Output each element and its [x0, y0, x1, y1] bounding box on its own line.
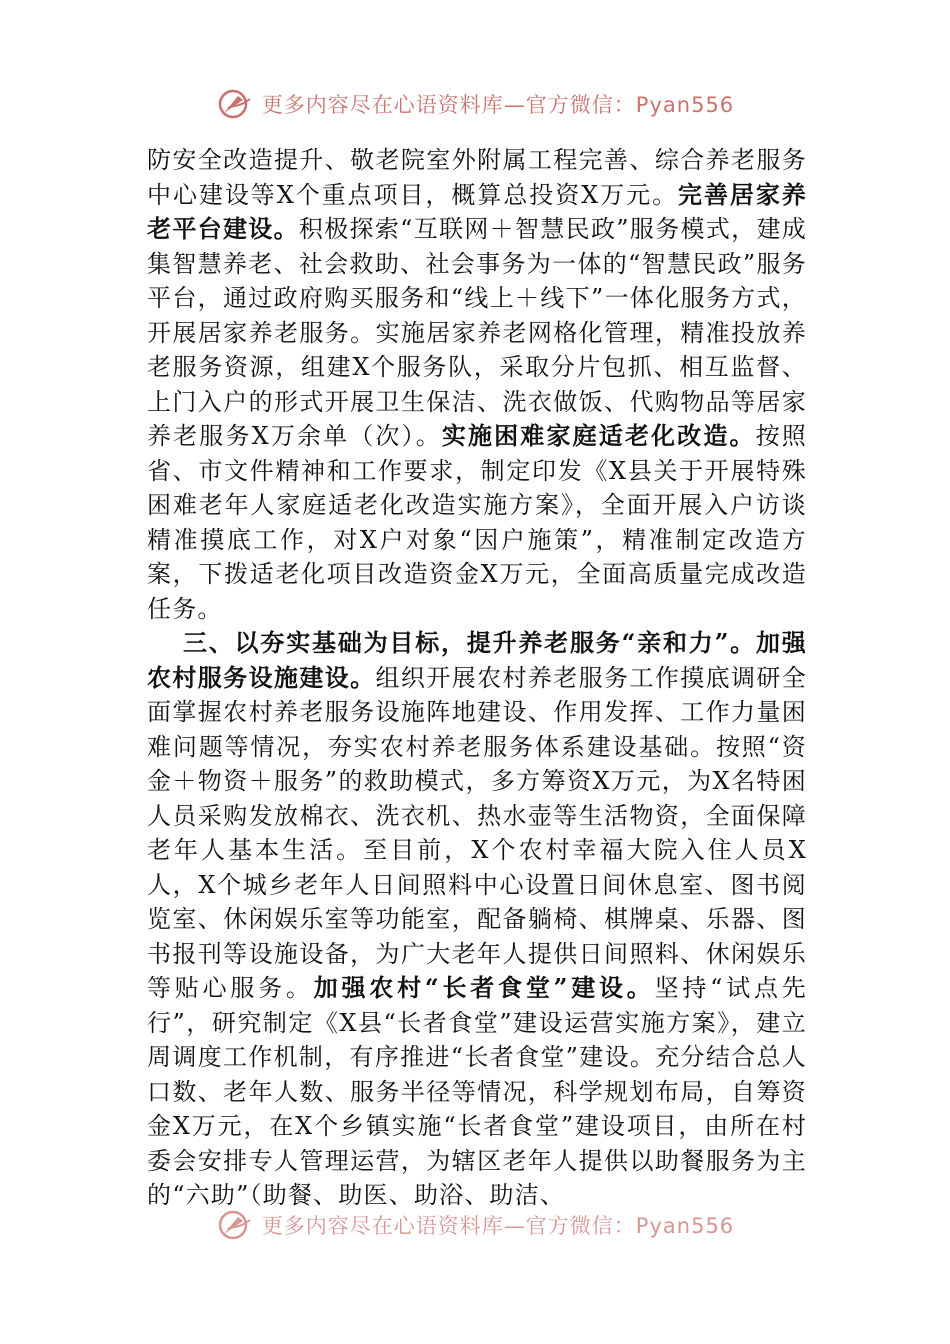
watermark-footer-text: 更多内容尽在心语资料库—官方微信：Pyan556	[261, 1214, 735, 1238]
p2-heading-elder-canteen: 加强农村“长者食堂”建设。	[313, 973, 655, 1002]
p1-heading-home-care-platform: 完善居家养老平台建设。	[147, 179, 807, 243]
p2-text-2: 坚持“试点先行”，研究制定《X县“长者食堂”建设运营实施方案》，建立周调度工作机制，有序推进“长者食堂”建设。充分结合总人口数、老年人数、服务半径等情况，科学规划布局，自筹资金X万元，在X个乡镇实施“长者食堂”建设项目，由所在村委会安排专人管理运营，为辖区老年人提供以助餐服务为主的“六助”（助餐、助医、助浴、助洁、	[147, 974, 807, 1209]
paragraph-1	[147, 143, 807, 626]
watermark-footer	[0, 1205, 950, 1245]
watermark-header-text: 更多内容尽在心语资料库—官方微信：Pyan556	[261, 93, 735, 117]
p1-text-3: 按照省、市文件精神和工作要求，制定印发《X县关于开展特殊困难老年人家庭适老化改造实施方案》，全面开展入户访谈精准摸底工作，对X户对象“因户施策”，精准制定改造方案，下拨适老化项目改造资金X万元，全面高质量完成改造任务。	[147, 422, 807, 623]
watermark-logo-icon	[216, 1208, 254, 1242]
p2-heading-rural-facilities: 加强农村服务设施建设。	[147, 628, 807, 692]
paragraph-2	[147, 626, 807, 1213]
watermark-logo-icon	[216, 87, 254, 121]
p1-text-1: 防安全改造提升、敬老院室外附属工程完善、综合养老服务中心建设等X个重点项目，概算总投资X万元。	[147, 146, 807, 209]
document-body	[147, 143, 807, 1213]
watermark-header	[0, 84, 950, 124]
p2-text-1: 组织开展农村养老服务工作摸底调研全面掌握农村养老服务设施阵地建设、作用发挥、工作力量困难问题等情况，夯实农村养老服务体系建设基础。按照“资金＋物资＋服务”的救助模式，多方筹资X万元，为X名特困人员采购发放棉衣、洗衣机、热水壶等生活物资，全面保障老年人基本生活。至目前，X个农村幸福大院入住人员X人，X个城乡老年人日间照料中心设置日间休息室、图书阅览室、休闲娱乐室等功能室，配备躺椅、棋牌桌、乐器、图书报刊等设施设备，为广大老年人提供日间照料、休闲娱乐等贴心服务。	[147, 663, 807, 1002]
p1-heading-aging-renovation: 实施困难家庭适老化改造。	[441, 421, 756, 450]
p2-section-heading: 三、以夯实基础为目标，提升养老服务“亲和力”。	[183, 628, 756, 657]
p1-text-2: 积极探索“互联网＋智慧民政”服务模式，建成集智慧养老、社会救助、社会事务为一体的“智慧民政”服务平台，通过政府购买服务和“线上＋线下”一体化服务方式，开展居家养老服务。实施居家养老网格化管理，精准投放养老服务资源，组建X个服务队，采取分片包抓、相互监督、上门入户的形式开展卫生保洁、洗衣做饭、代购物品等居家养老服务X万余单（次）。	[147, 215, 807, 450]
